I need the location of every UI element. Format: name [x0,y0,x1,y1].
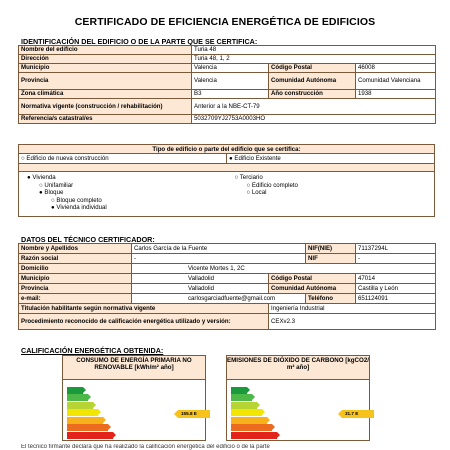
radio-edificio-completo[interactable]: ○ Edificio completo [246,181,298,189]
field-label: Año construcción [269,90,356,99]
emisiones-title: EMISIONES DE DIÓXIDO DE CARBONO [kgCO2/ m² año] [227,356,369,380]
field-value: CEXv2.3 [269,314,436,330]
consumo-marker: 155.8 E [178,410,210,418]
field-label: Nombre y Apellidos [19,244,132,254]
consumo-title: CONSUMO DE ENERGÍA PRIMARIA NO RENOVABLE [kWh/m² año] [63,356,205,380]
field-label: Municipio [19,274,132,284]
identification-heading: IDENTIFICACIÓN DEL EDIFICIO O DE LA PARTE QUE SE CERTIFICA: [21,37,258,46]
emisiones-marker: 31.7 E [342,410,374,418]
field-label: Municipio [19,64,192,73]
rating-scale-bar [67,424,108,431]
field-label: Comunidad Autónoma [269,73,356,90]
field-value: Valladolid [132,274,269,284]
field-value: - [356,254,436,264]
field-value: 71137294L [356,244,436,254]
field-value: - [132,254,306,264]
radio-unifamiliar[interactable]: ○ Unifamiliar [39,181,74,189]
rating-scale-bar [231,417,267,424]
field-value: Ingeniería Industrial [269,304,436,314]
radio-terciario[interactable]: ○ Terciario [234,174,263,181]
radio-local[interactable]: ○ Local [246,189,267,197]
rating-scale-bar [231,387,247,394]
field-value: 47014 [356,274,436,284]
radio-new-building[interactable]: ○ Edificio de nueva construcción [21,155,109,162]
building-type-box [18,144,435,217]
field-label: Domicilio [19,264,132,274]
field-value: B3 [192,90,269,99]
rating-scale-bar [67,387,83,394]
field-label: Dirección [19,55,192,64]
field-label: Titulación habilitante según normativa vigente [19,304,269,314]
field-label: Provincia [19,73,192,90]
field-label: Código Postal [269,64,356,73]
rating-scale-bar [67,432,113,439]
consumo-scale [67,387,113,439]
rating-scale-bar [231,432,277,439]
field-value: Valencia [192,73,269,90]
footer-text: El técnico firmante declara que ha realizado la calificación energética del edificio o de la parte [21,444,270,450]
field-label: Nombre del edificio [19,46,192,55]
field-label: Normativa vigente (construcción / rehabilitación) [19,99,192,115]
identification-table [18,45,436,124]
field-value: Valencia [192,64,269,73]
field-value: 5032709YJ2753A0003HO [192,115,436,124]
field-value: Castilla y León [356,284,436,294]
field-label: e-mail: [19,294,132,304]
page-title: CERTIFICADO DE EFICIENCIA ENERGÉTICA DE EDIFICIOS [74,16,376,28]
field-label: Comunidad Autónoma [269,284,356,294]
field-value: carlosgarciadfuente@gmail.com [132,294,306,304]
field-value: Turia 48, 1, 2 [192,55,436,64]
field-label: NIF [306,254,356,264]
field-value: 651124091 [356,294,436,304]
building-type-heading: Tipo de edificio o parte del edificio que se certifica: [19,145,434,154]
field-label: Código Postal [269,274,356,284]
rating-scale-bar [231,394,252,401]
field-label: NIF(NIE) [306,244,356,254]
consumo-panel [62,355,206,441]
field-value: Anterior a la NBE-CT-79 [192,99,436,115]
rating-scale-bar [67,394,88,401]
rating-scale-bar [67,409,98,416]
radio-bloque-completo[interactable]: ○ Bloque completo [51,196,102,204]
field-label: Procedimiento reconocido de calificación energética utilizado y versión: [19,314,269,330]
technician-table [18,243,436,330]
radio-vivienda-individual[interactable]: ● Vivienda individual [51,204,107,212]
rating-scale-bar [231,409,262,416]
field-value: Turia 48 [192,46,436,55]
field-label: Zona climática [19,90,192,99]
emisiones-scale [231,387,277,439]
field-value: 46008 [356,64,436,73]
field-value: 1938 [356,90,436,99]
radio-vivienda[interactable]: ● Vivienda [27,174,56,181]
field-label: Teléfono [306,294,356,304]
field-value: Carlos García de la Fuente [132,244,306,254]
field-label: Referencia/s catastral/es [19,115,192,124]
field-value: Comunidad Valenciana [356,73,436,90]
field-value: Vicente Mortes 1, 2C [132,264,436,274]
rating-scale-bar [231,402,257,409]
field-label: Provincia [19,284,132,294]
radio-existing-building[interactable]: ● Edificio Existente [226,154,434,163]
field-label: Razón social [19,254,132,264]
rating-heading: CALIFICACIÓN ENERGÉTICA OBTENIDA: [21,346,164,355]
technician-heading: DATOS DEL TÉCNICO CERTIFICADOR: [21,235,155,244]
rating-scale-bar [67,417,103,424]
radio-bloque[interactable]: ● Bloque [39,189,64,197]
rating-scale-bar [231,424,272,431]
rating-scale-bar [67,402,93,409]
field-value: Valladolid [132,284,269,294]
emisiones-panel [226,355,370,441]
